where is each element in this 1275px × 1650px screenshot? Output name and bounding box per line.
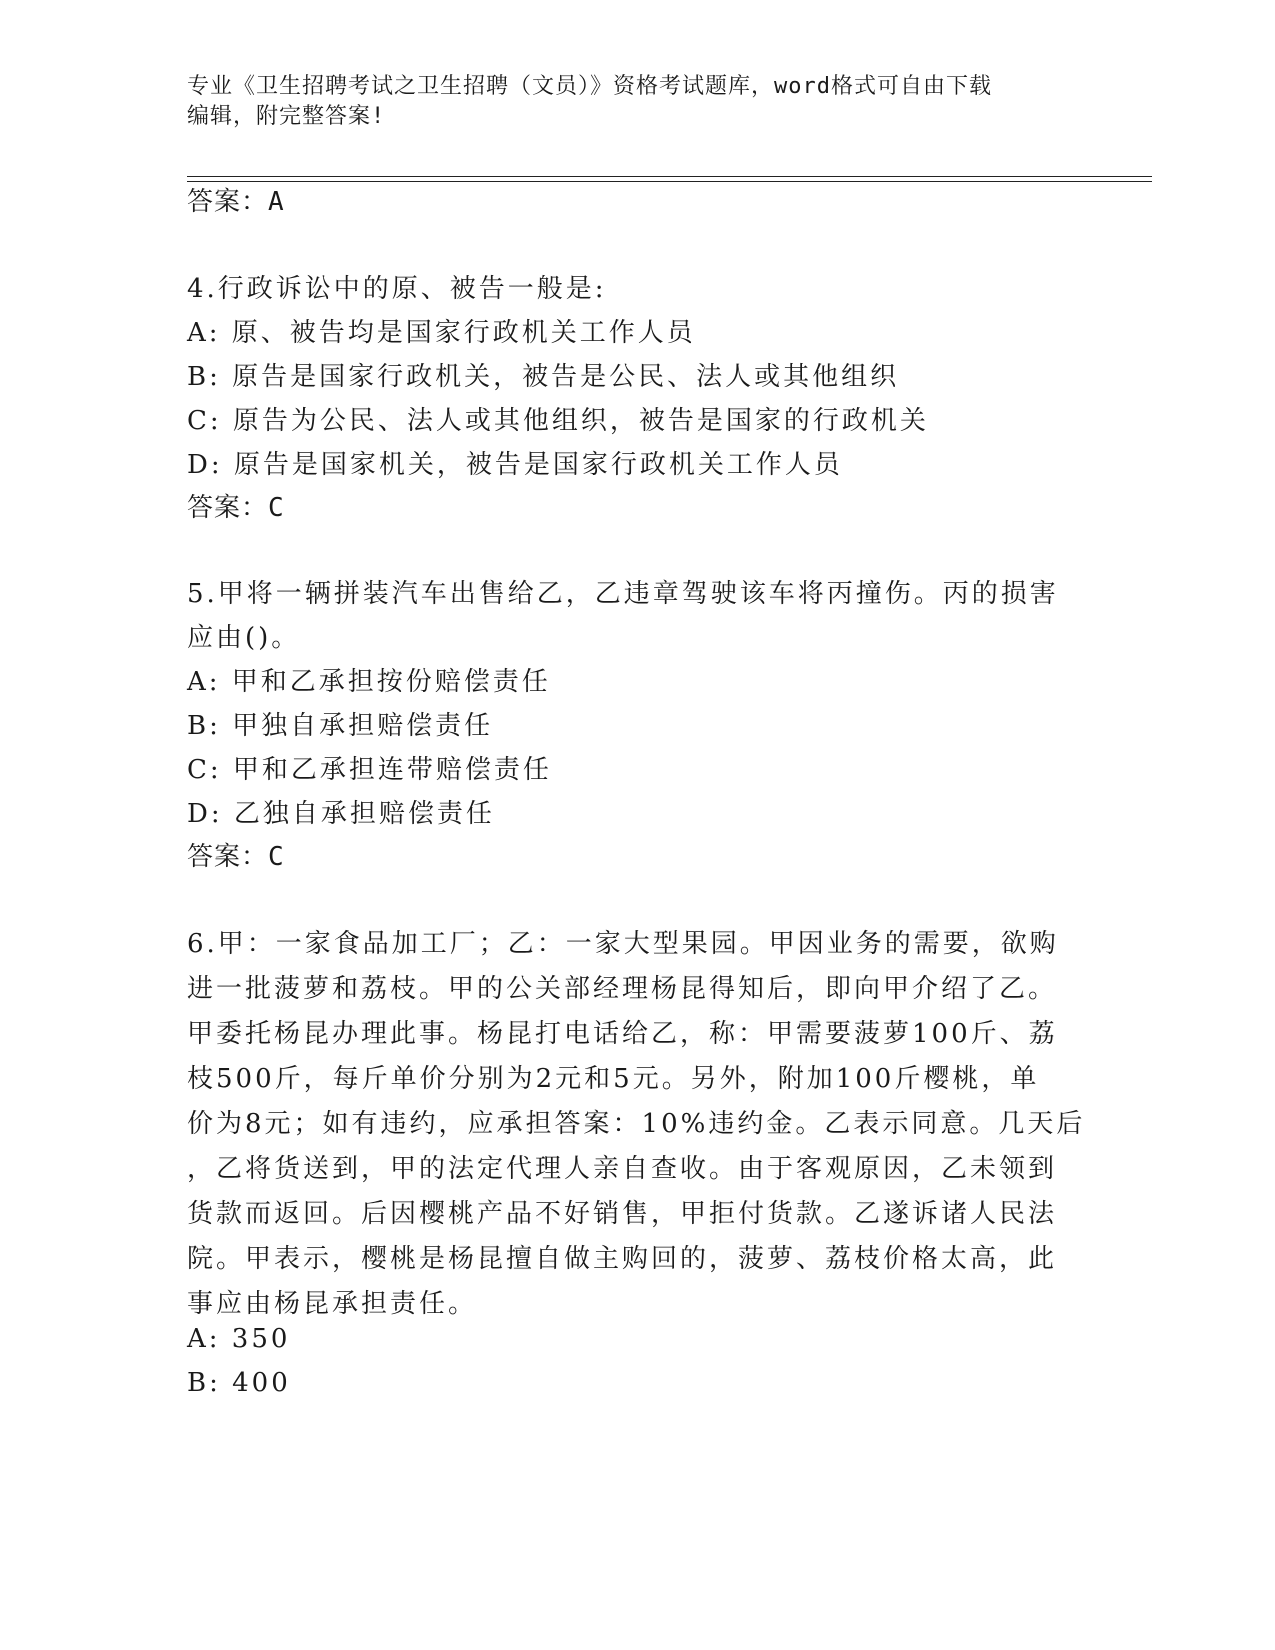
question-5-answer: 答案：C [187, 842, 285, 872]
question-6-stem-line: ，乙将货送到，甲的法定代理人亲自查收。由于客观原因，乙未领到 [187, 1154, 1058, 1184]
question-4-option-b: B: 原告是国家行政机关，被告是公民、法人或其他组织 [187, 362, 900, 392]
question-4-stem: 4.行政诉讼中的原、被告一般是: [187, 274, 607, 304]
question-4-option-d: D: 原告是国家机关，被告是国家行政机关工作人员 [187, 450, 843, 480]
question-6-stem-line: 货款而返回。后因樱桃产品不好销售，甲拒付货款。乙遂诉诸人民法 [187, 1199, 1058, 1229]
question-6-stem-line: 进一批菠萝和荔枝。甲的公关部经理杨昆得知后，即向甲介绍了乙。 [187, 974, 1058, 1004]
header-line-2: 编辑，附完整答案! [187, 104, 386, 129]
header-line-1: 专业《卫生招聘考试之卫生招聘（文员）》资格考试题库，word格式可自由下载 [187, 74, 992, 99]
question-5-option-a: A: 甲和乙承担按份赔偿责任 [187, 667, 551, 697]
question-6-option-b: B: 400 [187, 1368, 291, 1398]
question-5-option-b: B: 甲独自承担赔偿责任 [187, 711, 494, 741]
question-5-option-d: D: 乙独自承担赔偿责任 [187, 799, 495, 829]
header-divider-bottom [187, 181, 1152, 182]
question-6-stem-line: 枝500斤，每斤单价分别为2元和5元。另外，附加100斤樱桃，单 [187, 1064, 1040, 1094]
question-5-stem-line-1: 5.甲将一辆拼装汽车出售给乙，乙违章驾驶该车将丙撞伤。丙的损害 [187, 579, 1059, 609]
question-5-option-c: C: 甲和乙承担连带赔偿责任 [187, 755, 552, 785]
question-6-stem-line: 价为8元；如有违约，应承担答案：10%违约金。乙表示同意。几天后 [187, 1109, 1086, 1139]
question-4-option-c: C: 原告为公民、法人或其他组织，被告是国家的行政机关 [187, 406, 929, 436]
previous-answer: 答案：A [187, 187, 285, 217]
header-divider-top [187, 176, 1152, 177]
question-6-stem-line: 事应由杨昆承担责任。 [187, 1289, 478, 1319]
question-4-answer: 答案：C [187, 493, 285, 523]
question-6-stem-line: 院。甲表示，樱桃是杨昆擅自做主购回的，菠萝、荔枝价格太高，此 [187, 1244, 1058, 1274]
question-5-stem-line-2: 应由()。 [187, 623, 301, 653]
question-6-stem-line: 甲委托杨昆办理此事。杨昆打电话给乙，称：甲需要菠萝100斤、荔 [187, 1019, 1058, 1049]
question-6-stem-line: 6.甲：一家食品加工厂；乙：一家大型果园。甲因业务的需要，欲购 [187, 929, 1059, 959]
question-4-option-a: A: 原、被告均是国家行政机关工作人员 [187, 318, 696, 348]
question-6-stem [187, 922, 1085, 1327]
document-header [187, 72, 1067, 132]
question-6-option-a: A: 350 [187, 1324, 291, 1354]
